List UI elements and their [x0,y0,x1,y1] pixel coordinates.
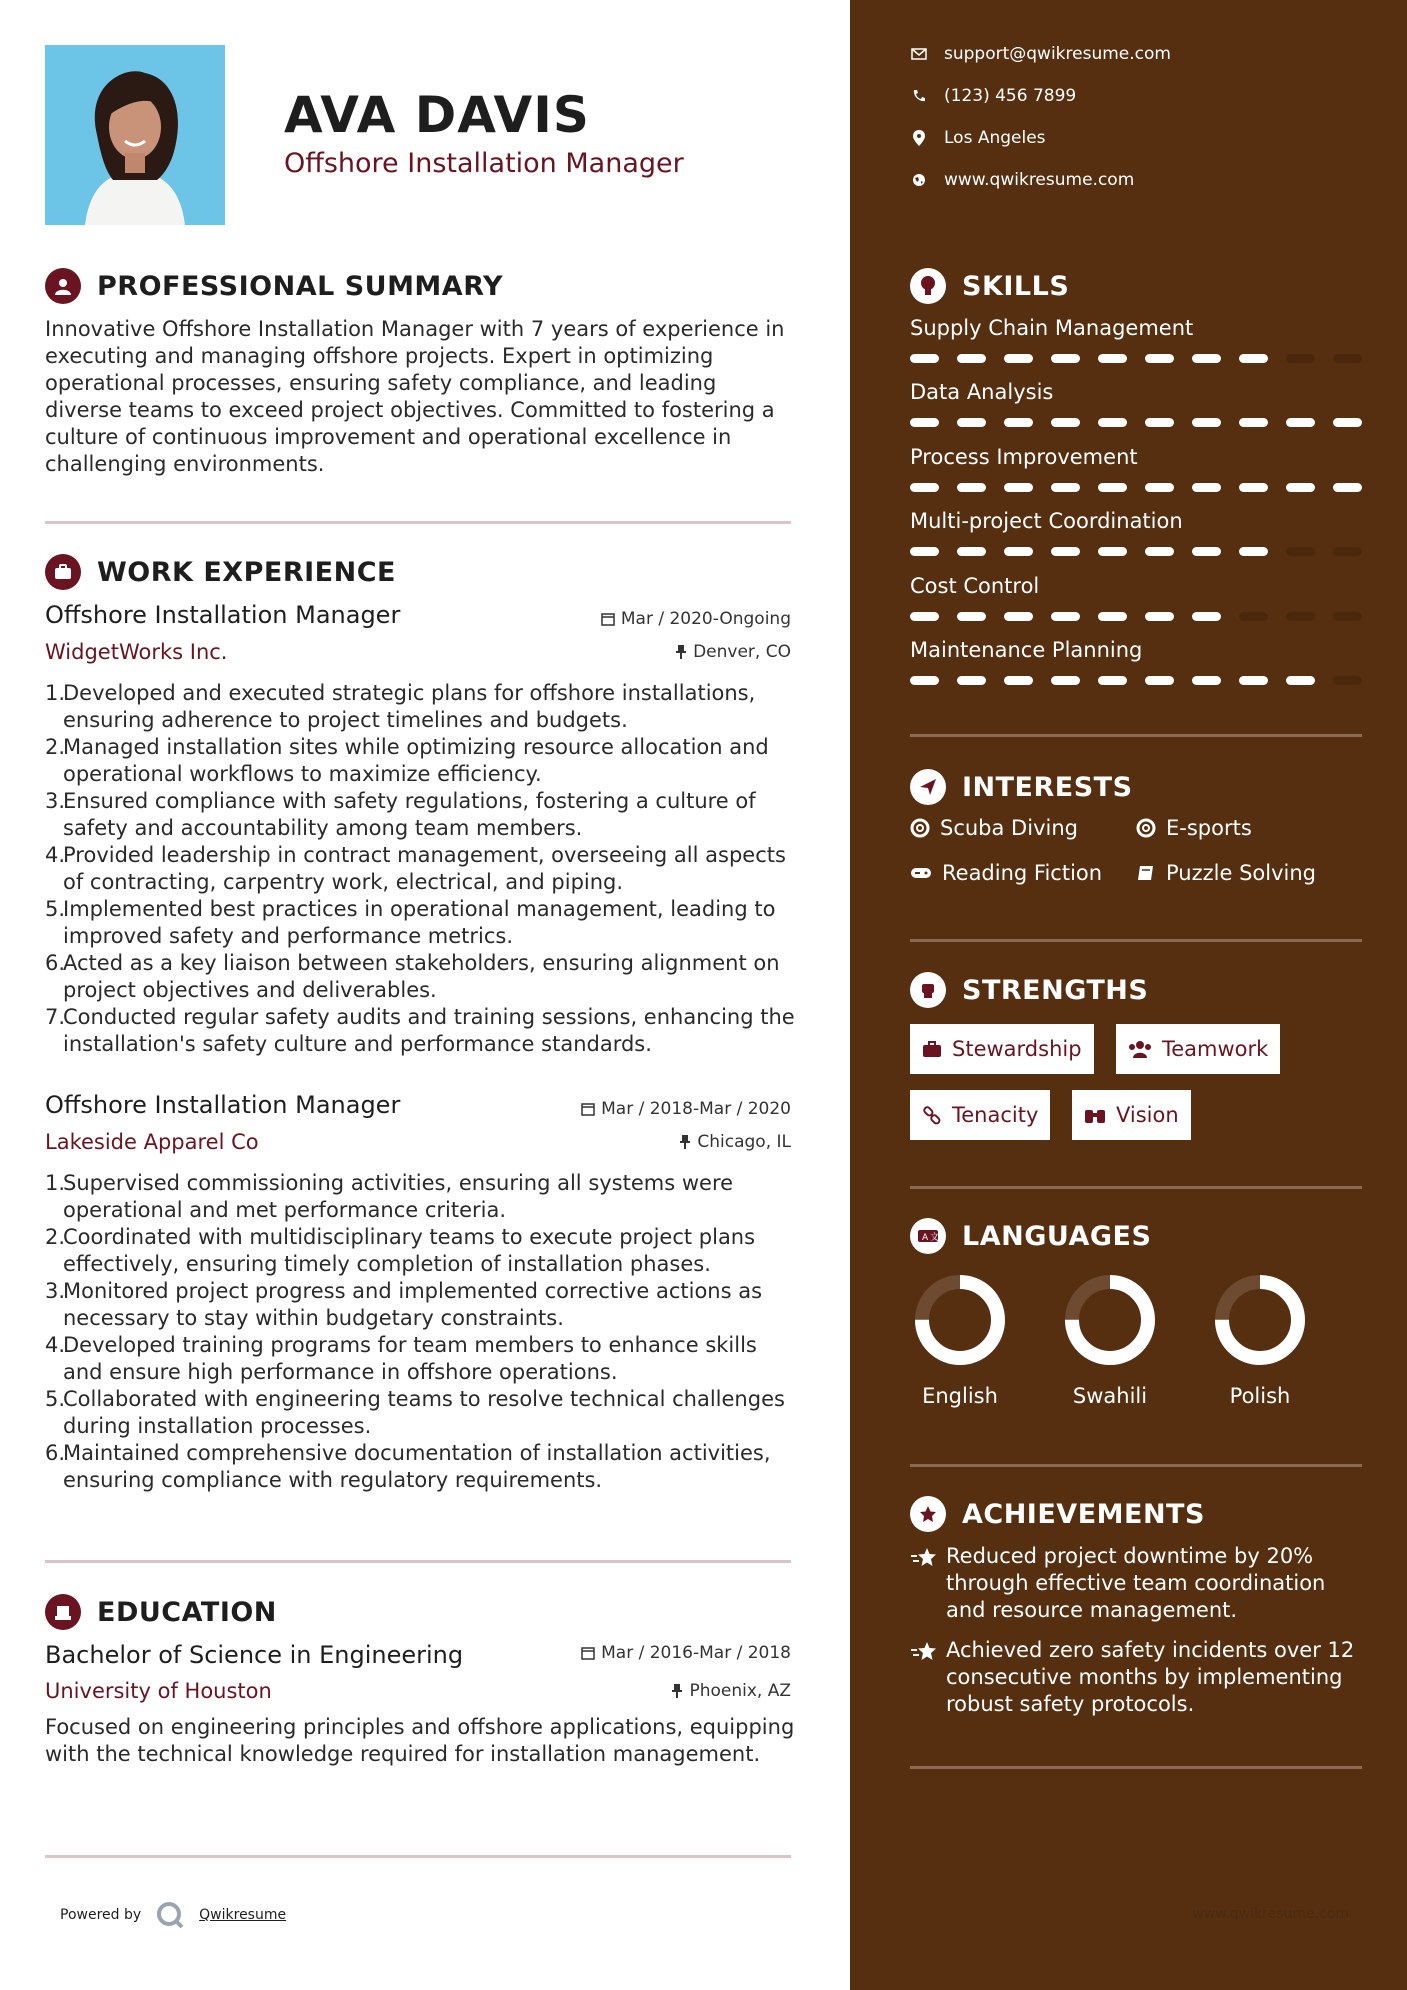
list-item: 6. Maintained comprehensive documentation of installation activities, ensuring compliance with regulatory requirements. [45,1441,771,1492]
skill-level-segment [1333,612,1362,621]
lifebuoy-icon [910,818,930,838]
contact-email[interactable] [910,44,1171,64]
list-item: 2. Managed installation sites while optimizing resource allocation and operational workflows to maximize efficiency. [45,735,769,786]
skill-level-segment [1192,354,1221,363]
strength-tag: Stewardship [910,1024,1094,1074]
skill-level-segment [1239,418,1268,427]
achievements-heading [910,1496,1205,1532]
profile-photo [45,45,225,225]
languages-title: LANGUAGES [962,1220,1152,1252]
skill-level-segment [1051,483,1080,492]
calendar-icon [581,1646,595,1660]
job-title: Offshore Installation Manager [45,1091,401,1119]
book-icon [1136,863,1156,883]
language-level-ring [1210,1270,1310,1370]
job-title: Offshore Installation Manager [45,601,401,629]
skill-level-segment [1286,354,1315,363]
language-item [1050,1270,1170,1408]
pin-icon [679,1135,691,1149]
strengths-title: STRENGTHS [962,974,1149,1006]
skill-level-segment [910,418,939,427]
interest-item: Scuba Diving [910,816,1078,840]
globe-icon [910,173,928,187]
skill-level-segment [1286,612,1315,621]
skill-level-bar [910,547,1362,556]
svg-text:A: A [922,1233,929,1243]
achievement-item: Achieved zero safety incidents over 12 consecutive months by implementing robust safety protocols. [910,1637,1370,1718]
graduation-cap-icon [45,1594,81,1630]
languages-heading [910,1218,1151,1254]
language-name: Swahili [1072,1384,1148,1408]
pin-icon [671,1684,683,1698]
interests-title: INTERESTS [962,771,1133,803]
skill-level-segment [957,612,986,621]
skill-level-segment [1145,483,1174,492]
language-name: Polish [1229,1384,1291,1408]
job-dates [581,1099,791,1119]
skill-level-segment [1004,418,1033,427]
contact-website[interactable] [910,170,1134,190]
education-location [671,1681,791,1701]
website-text: www.qwikresume.com [944,170,1135,190]
briefcase-icon [922,1040,942,1058]
skill-level-segment [1098,483,1127,492]
skill-level-segment [957,676,986,685]
lifebuoy-icon [1136,818,1156,838]
job-location-text: Chicago, IL [697,1132,791,1152]
skill-level-segment [1145,676,1174,685]
list-item: 1. Developed and executed strategic plans for offshore installations, ensuring adherence to project timelines and budgets. [45,681,756,732]
footer-site[interactable]: www.qwikresume.com [1192,1906,1349,1922]
education-heading [45,1594,277,1630]
skill-level-segment [1192,547,1221,556]
divider [910,1186,1362,1189]
pin-icon [675,645,687,659]
skill-level-segment [910,547,939,556]
skills-heading [910,268,1069,304]
skill-level-segment [1333,418,1362,427]
skill-level-segment [957,418,986,427]
job-location [679,1132,791,1152]
skill-level-bar [910,676,1362,685]
language-level-ring [910,1270,1010,1370]
experience-title: WORK EXPERIENCE [97,556,396,588]
job-points [45,1170,795,1494]
skill-level-segment [1145,612,1174,621]
candidate-name: AVA DAVIS [284,86,590,144]
interest-item: E-sports [1136,816,1252,840]
skill-level-segment [1004,612,1033,621]
skill-level-segment [1098,354,1127,363]
skill-level-bar [910,483,1362,492]
divider [910,1766,1362,1769]
list-item: 3. Ensured compliance with safety regulations, fostering a culture of safety and accountability among team members. [45,789,756,840]
list-item: 4. Developed training programs for team members to enhance skills and ensure high performance in offshore operations. [45,1333,757,1384]
education-location-text: Phoenix, AZ [689,1681,791,1701]
skill-level-segment [1145,418,1174,427]
skill-level-segment [1004,547,1033,556]
summary-title: PROFESSIONAL SUMMARY [97,270,504,302]
job-location-text: Denver, CO [693,642,791,662]
skill-level-segment [1192,676,1221,685]
skill-level-segment [1004,483,1033,492]
binoculars-icon [1084,1106,1106,1124]
degree-title: Bachelor of Science in Engineering [45,1641,464,1669]
skill-level-segment [1286,483,1315,492]
divider [45,1560,791,1563]
users-icon [1128,1040,1152,1058]
sidebar [850,0,1407,1990]
language-item [900,1270,1020,1408]
calendar-icon [581,1102,595,1116]
divider [910,734,1362,737]
skills-title: SKILLS [962,270,1070,302]
svg-text:文: 文 [930,1233,939,1243]
skill-level-segment [1239,483,1268,492]
phone-icon [910,89,928,103]
fist-icon [910,972,946,1008]
location-text: Los Angeles [944,128,1046,148]
skill-level-segment [1286,676,1315,685]
skill-level-segment [1098,676,1127,685]
skill-name: Supply Chain Management [910,316,1194,340]
skill-level-segment [1098,418,1127,427]
skill-name: Process Improvement [910,444,1138,469]
job-dates-text: Mar / 2018-Mar / 2020 [601,1099,791,1119]
skill-level-segment [1239,547,1268,556]
skill-level-segment [1239,676,1268,685]
skill-level-segment [1004,676,1033,685]
briefcase-icon [45,554,81,590]
divider [45,1855,791,1858]
skill-level-segment [1286,418,1315,427]
skill-level-segment [1286,547,1315,556]
skill-level-segment [910,354,939,363]
skill-level-segment [1333,547,1362,556]
skill-level-segment [1192,483,1221,492]
contact-phone[interactable] [910,86,1076,106]
skill-level-segment [1004,354,1033,363]
translate-icon [910,1218,946,1254]
contact-location [910,128,1046,148]
skill-level-bar [910,418,1362,427]
phone-text: (123) 456 7899 [944,86,1077,106]
calendar-icon [601,612,615,626]
education-text: Focused on engineering principles and offshore applications, equipping with the technical knowledge required for installation management. [45,1715,795,1766]
skill-level-segment [1098,547,1127,556]
achievement-item: Reduced project downtime by 20% through effective team coordination and resource management. [910,1543,1370,1624]
experience-heading [45,554,396,590]
list-item: 6. Acted as a key liaison between stakeholders, ensuring alignment on project objectives and deliverables. [45,951,780,1002]
skill-level-segment [1051,612,1080,621]
list-item: 7. Conducted regular safety audits and training sessions, enhancing the installation's safety culture and performance standards. [45,1005,795,1056]
skill-level-segment [1145,354,1174,363]
job-location [675,642,791,662]
strength-tag: Teamwork [1116,1024,1280,1074]
gamepad-icon [910,865,932,881]
skill-level-segment [1333,354,1362,363]
divider [45,521,791,524]
qwikresume-logo-icon [155,1900,185,1930]
skill-level-segment [1239,612,1268,621]
job-points [45,680,795,1058]
skill-level-segment [1098,612,1127,621]
skill-level-segment [1051,418,1080,427]
interest-item: Puzzle Solving [1136,861,1316,885]
skill-level-segment [910,612,939,621]
powered-by-label: Powered by [60,1907,142,1923]
user-icon [45,268,81,304]
education-dates [581,1643,791,1663]
strength-tag: Vision [1072,1090,1191,1140]
job-dates [601,609,791,629]
footer-powered-by [60,1900,286,1930]
interest-item: Reading Fiction [910,861,1102,885]
list-item: 2. Coordinated with multidisciplinary teams to execute project plans effectively, ensuring timely completion of installation phases. [45,1225,756,1276]
list-item: 1. Supervised commissioning activities, ensuring all systems were operational and met performance criteria. [45,1171,734,1222]
skill-level-bar [910,612,1362,621]
education-dates-text: Mar / 2016-Mar / 2018 [601,1643,791,1663]
job-dates-text: Mar / 2020-Ongoing [620,609,791,629]
list-item: 4. Provided leadership in contract management, overseeing all aspects of contracting, carpentry work, electrical, and piping. [45,843,786,894]
shooting-star-icon [910,1543,946,1624]
skill-level-segment [910,483,939,492]
interests-heading [910,769,1133,805]
divider [910,1464,1362,1467]
language-level-ring [1060,1270,1160,1370]
list-item: 3. Monitored project progress and implemented corrective actions as necessary to stay within budgetary constraints. [45,1279,763,1330]
divider [910,939,1362,942]
education-title: EDUCATION [97,1596,277,1628]
skill-name: Multi-project Coordination [910,509,1183,534]
skill-level-segment [1051,354,1080,363]
skill-level-segment [1192,418,1221,427]
list-item: 5. Collaborated with engineering teams to resolve technical challenges during installation processes. [45,1387,785,1438]
skill-level-segment [1239,354,1268,363]
skill-level-segment [1051,676,1080,685]
shooting-star-icon [910,1637,946,1718]
strength-tag: Tenacity [910,1090,1050,1140]
skill-level-segment [957,354,986,363]
skill-level-segment [910,676,939,685]
summary-text: Innovative Offshore Installation Manager with 7 years of experience in executing and managing offshore projects. Expert in optimizing operational processes, ensuring safety compliance, and leading diverse teams to exceed project objectives. Committed to fostering a culture of continuous improvement and operational excellence in challenging environments. [45,317,785,476]
skill-level-segment [1333,676,1362,685]
skill-level-segment [1192,612,1221,621]
skill-level-segment [1145,547,1174,556]
candidate-role: Offshore Installation Manager [284,148,684,179]
star-badge-icon [910,1496,946,1532]
company-name: WidgetWorks Inc. [45,640,228,664]
envelope-icon [910,48,928,60]
lightbulb-icon [910,268,946,304]
skill-name: Cost Control [910,573,1040,598]
strengths-heading [910,972,1148,1008]
map-pin-icon [910,130,928,146]
skill-level-bar [910,354,1362,363]
skill-level-segment [957,483,986,492]
paper-plane-icon [910,769,946,805]
language-item [1200,1270,1320,1408]
skill-name: Data Analysis [910,380,1054,405]
list-item: 5. Implemented best practices in operational management, leading to improved safety and performance metrics. [45,897,776,948]
school-name: University of Houston [45,1679,272,1703]
skill-level-segment [957,547,986,556]
achievements-title: ACHIEVEMENTS [962,1498,1205,1530]
skill-level-segment [1333,483,1362,492]
link-icon [922,1105,942,1125]
language-name: English [922,1384,998,1408]
email-text: support@qwikresume.com [944,44,1171,64]
summary-heading [45,268,503,304]
company-name: Lakeside Apparel Co [45,1130,259,1154]
skill-level-segment [1051,547,1080,556]
brand-link[interactable]: Qwikresume [199,1907,287,1923]
skill-name: Maintenance Planning [910,638,1143,662]
